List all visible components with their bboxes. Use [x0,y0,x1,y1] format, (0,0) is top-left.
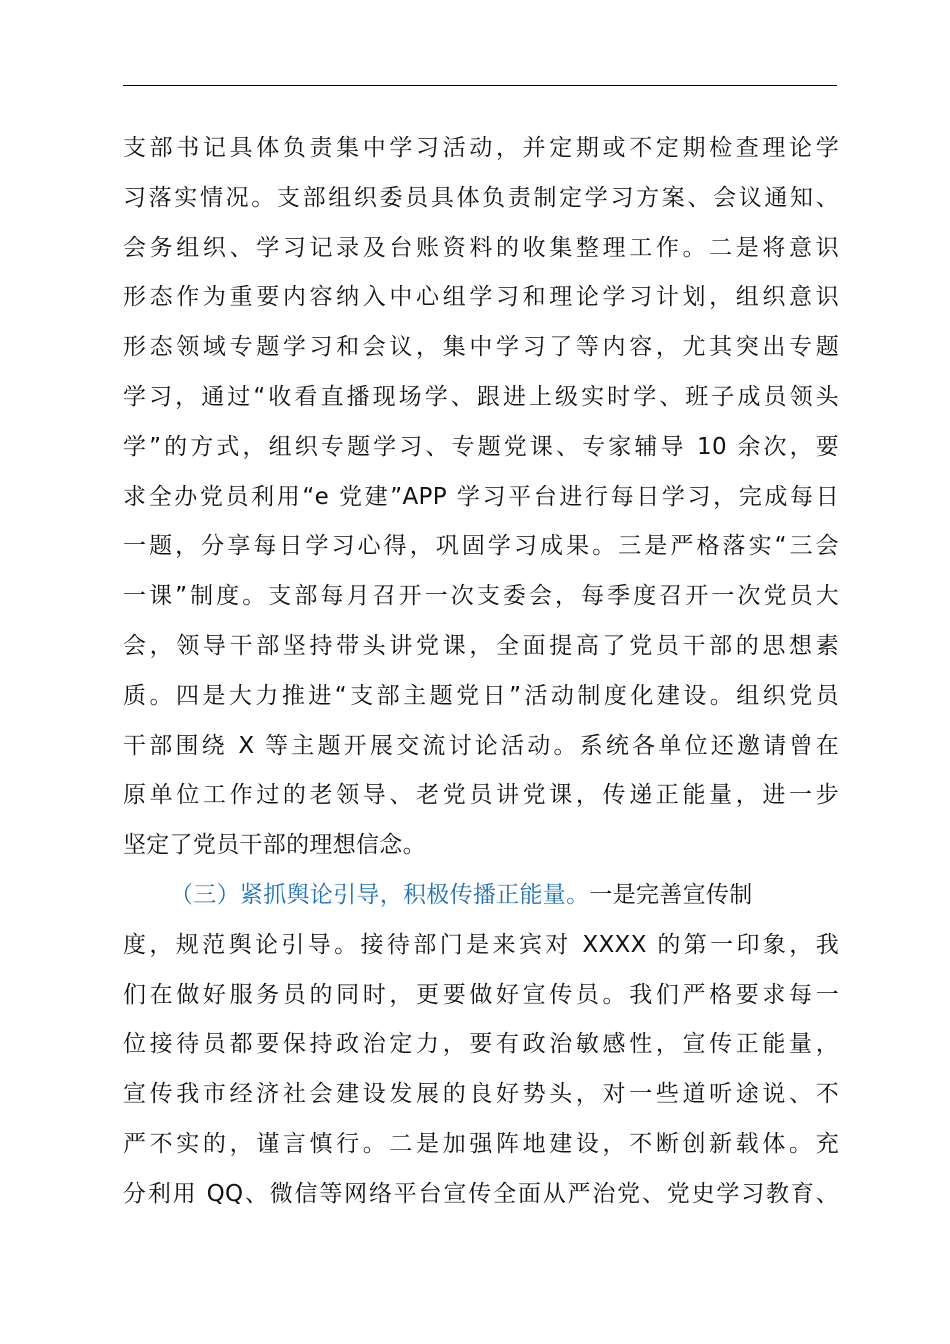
paragraph-line: 会务组织、学习记录及台账资料的收集整理工作。二是将意识 [123,234,839,261]
header-rule [123,85,837,86]
paragraph-line: 位接待员都要保持政治定力，要有政治敏感性，宣传正能量， [123,1031,839,1058]
section-heading-rest: 一是完善宣传制 [589,881,753,908]
paragraph-line: 分利用 QQ、微信等网络平台宣传全面从严治党、党史学习教育、 [123,1180,839,1207]
paragraph-line: 会，领导干部坚持带头讲党课，全面提高了党员干部的思想素 [123,632,839,659]
paragraph-line: 度，规范舆论引导。接待部门是来宾对 XXXX 的第一印象，我 [123,931,839,958]
paragraph-line: 学”的方式，组织专题学习、专题党课、专家辅导 10 余次，要 [123,433,839,460]
paragraph-line: 原单位工作过的老领导、老党员讲党课，传递正能量，进一步 [123,782,839,809]
section-heading-line [123,871,839,921]
paragraph-line: 干部围绕 X 等主题开展交流讨论活动。系统各单位还邀请曾在 [123,732,839,759]
paragraph-line: 求全办党员利用“e 党建”APP 学习平台进行每日学习，完成每日 [123,483,839,510]
paragraph-line: 形态作为重要内容纳入中心组学习和理论学习计划，组织意识 [123,284,839,311]
body-text [123,124,839,1220]
paragraph-line: 一课”制度。支部每月召开一次支委会，每季度召开一次党员大 [123,583,839,610]
paragraph-line: 习落实情况。支部组织委员具体负责制定学习方案、会议通知、 [123,184,839,211]
paragraph-line: 形态领域专题学习和会议，集中学习了等内容，尤其突出专题 [123,334,839,361]
paragraph-line: 一题，分享每日学习心得，巩固学习成果。三是严格落实“三会 [123,533,839,560]
paragraph-line: 宣传我市经济社会建设发展的良好势头，对一些道听途说、不 [123,1081,839,1108]
section-heading: （三）紧抓舆论引导，积极传播正能量。 [170,881,590,908]
paragraph-line: 们在做好服务员的同时，更要做好宣传员。我们严格要求每一 [123,981,839,1008]
paragraph-line: 坚定了党员干部的理想信念。 [123,832,426,859]
paragraph-line: 严不实的，谨言慎行。二是加强阵地建设，不断创新载体。充 [123,1130,839,1157]
paragraph-line: 学习，通过“收看直播现场学、跟进上级实时学、班子成员领头 [123,383,839,410]
paragraph-line: 支部书记具体负责集中学习活动，并定期或不定期检查理论学 [123,135,839,161]
paragraph-line: 质。四是大力推进“支部主题党日”活动制度化建设。组织党员 [123,682,839,709]
